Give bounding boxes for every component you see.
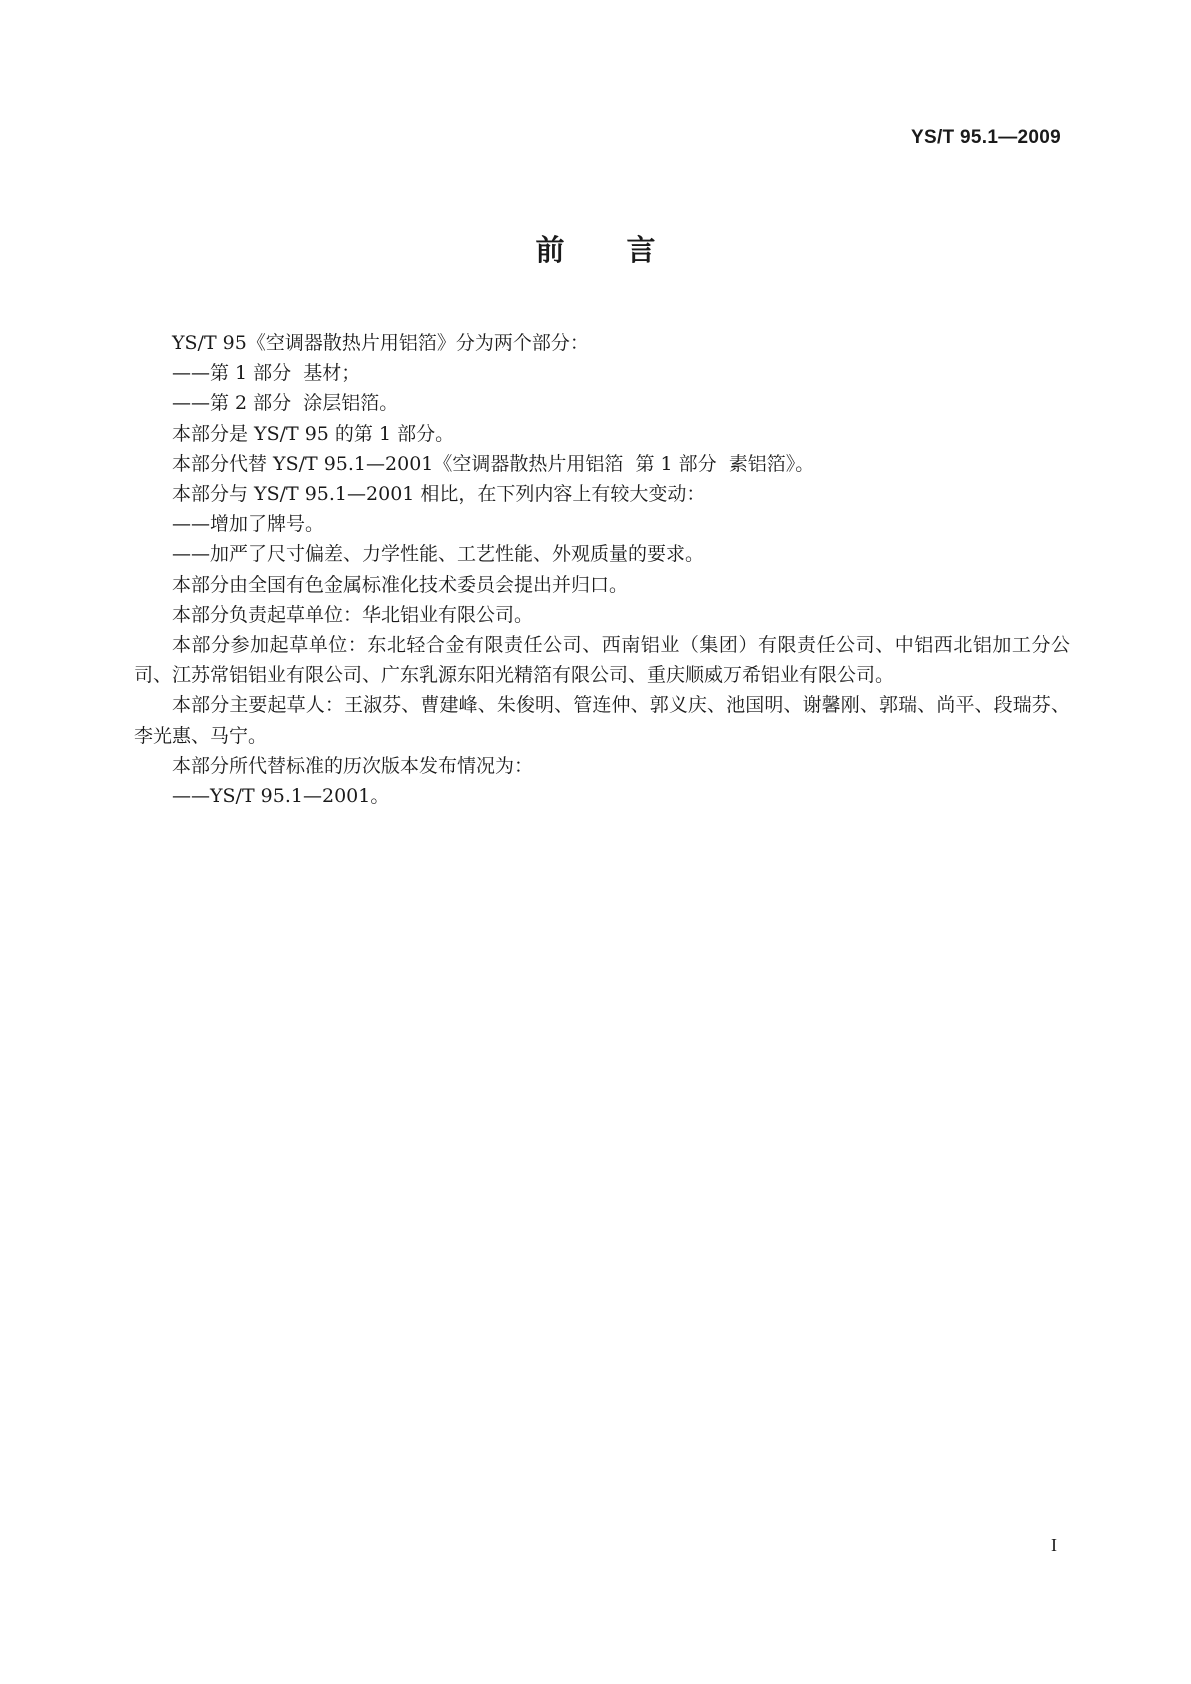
- paragraph-12: 本部分主要起草人：王淑芬、曹建峰、朱俊明、管连仲、郭义庆、池国明、谢馨刚、郭瑞、尚平、段瑞芬、李光惠、马宁。: [134, 694, 1070, 747]
- paragraph-14: ——YS/T 95.1—2001。: [172, 785, 390, 808]
- paragraph-10: 本部分负责起草单位：华北铝业有限公司。: [172, 603, 534, 626]
- paragraph-5: 本部分代替 YS/T 95.1—2001《空调器散热片用铝箔 第 1 部分 素铝箔》。: [172, 452, 815, 475]
- foreword-body: [134, 328, 1070, 811]
- paragraph-4: 本部分是 YS/T 95 的第 1 部分。: [172, 422, 455, 445]
- page-title: 前言: [535, 233, 718, 267]
- paragraph-6: 本部分与 YS/T 95.1—2001 相比，在下列内容上有较大变动：: [172, 483, 706, 506]
- paragraph-1: YS/T 95《空调器散热片用铝箔》分为两个部分：: [172, 332, 589, 354]
- page-number: I: [1051, 1535, 1057, 1555]
- paragraph-3: ——第 2 部分 涂层铝箔。: [172, 392, 399, 415]
- paragraph-7: ——增加了牌号。: [172, 513, 325, 536]
- paragraph-9: 本部分由全国有色金属标准化技术委员会提出并归口。: [172, 573, 629, 596]
- paragraph-8: ——加严了尺寸偏差、力学性能、工艺性能、外观质量的要求。: [172, 543, 705, 566]
- paragraph-11: 本部分参加起草单位：东北轻合金有限责任公司、西南铝业（集团）有限责任公司、中铝西北铝加工分公司、江苏常铝铝业有限公司、广东乳源东阳光精箔有限公司、重庆顺威万希铝业有限公司。: [134, 634, 1070, 687]
- standard-code: YS/T 95.1—2009: [911, 127, 1061, 148]
- paragraph-13: 本部分所代替标准的历次版本发布情况为：: [172, 754, 534, 777]
- paragraph-2: ——第 1 部分 基材；: [172, 362, 361, 385]
